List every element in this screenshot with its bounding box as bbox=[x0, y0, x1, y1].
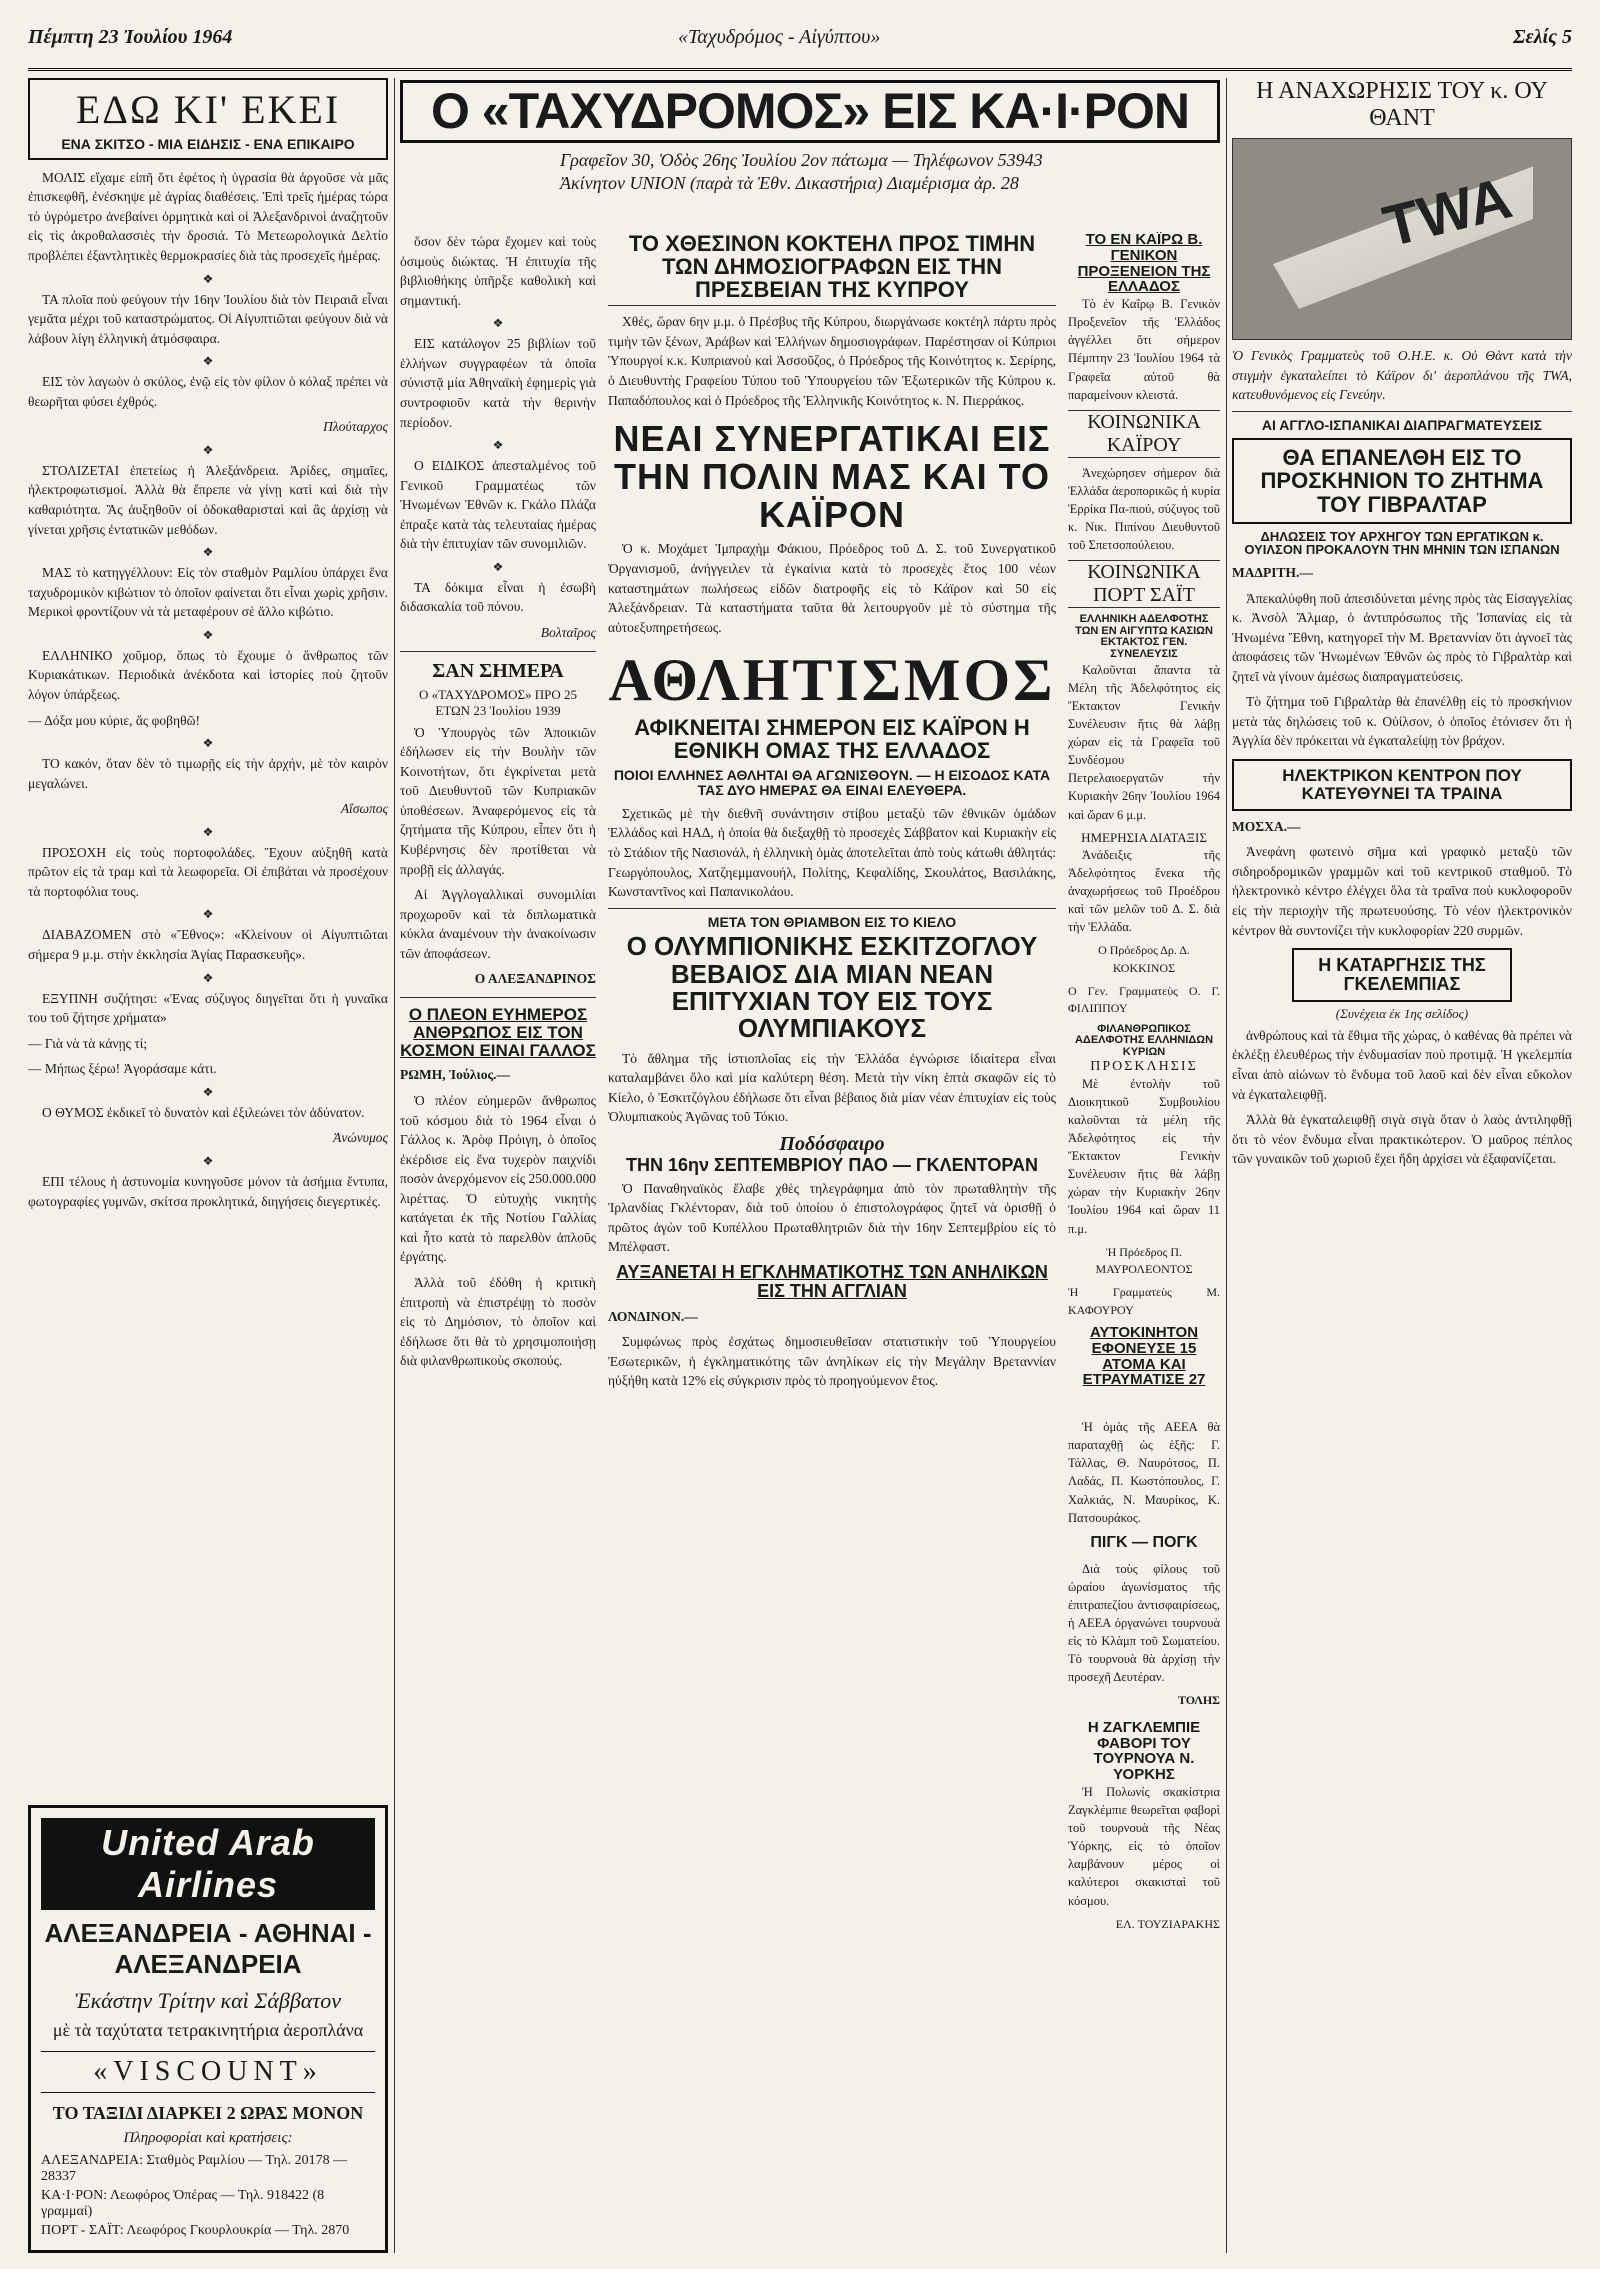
railway-headline: ΗΛΕΚΤΡΙΚΟΝ ΚΕΝΤΡΟΝ ΠΟΥ ΚΑΤΕΥΘΥΝΕΙ ΤΑ ΤΡΑΙΝΑ bbox=[1282, 766, 1522, 803]
notice-body: Ἀνάδειξις τῆς Ἀδελφότητος ἕνεκα τῆς ἀναχωρήσεως τοῦ Προέδρου καὶ τῶν μελῶν τοῦ Δ. Σ. διὰ τὴν Ἑλλάδα. bbox=[1068, 847, 1220, 935]
agenda-heading: ΗΜΕΡΗΣΙΑ ΔΙΑΤΑΞΙΣ bbox=[1081, 829, 1207, 845]
item-paragraph: ὅσον δὲν τώρα ἔχομεν καὶ τοὺς ὁσιμοὺς διώκτας. Ἡ ἐπιτυχία τῆς βιβλιοθήκης ὑπῆρξε καθολικὴ καὶ σημαντική. bbox=[400, 234, 596, 308]
history-subheading: Ο «ΤΑΧΥΔΡΟΜΟΣ» ΠΡΟ 25 ΕΤΩΝ 23 Ἰουλίου 1939 bbox=[418, 686, 578, 718]
dateline: ΡΩΜΗ, Ἰούλιος.— bbox=[400, 1067, 511, 1083]
gelabiya-headline: Η ΚΑΤΑΡΓΗΣΙΣ ΤΗΣ ΓΚΕΛΕΜΠΙΑΣ bbox=[1318, 955, 1486, 994]
publication-name: «Ταχυδρόμος - Αἰγύπτου» bbox=[678, 26, 881, 48]
signature: Ἡ Γραμματεὺς Μ. ΚΑΦΟΥΡΟΥ bbox=[1068, 1285, 1220, 1317]
main-news-column bbox=[608, 232, 1056, 2253]
running-header bbox=[28, 18, 1572, 71]
aircraft-photo bbox=[1232, 138, 1572, 340]
consulate-heading: ΤΟ ΕΝ ΚΑΪΡΩ Β. ΓΕΝΙΚΟΝ ΠΡΟΞΕΝΕΙΟΝ ΤΗΣ ΕΛΛΑΔΟΣ bbox=[1077, 232, 1211, 296]
separator: ❖ bbox=[492, 316, 504, 331]
article-body: Ὁ Παναθηναϊκὸς ἔλαβε χθὲς τηλεγράφημα ἀπὸ τὸν πρωταθλητὴν τῆς Ἰρλανδίας Γκλέντοραν, διὰ τοῦ ὁποίου ὁ ἐπιστολογράφος ζητεῖ νὰ ὁρισθῇ ὁ πρῶτος ἀγὼν τοῦ Κυπέλλου Πρωταθλητριῶν διὰ τὴν 16ην Σεπτεμβρίου εἰς τὸ Μπέλφαστ. bbox=[608, 1180, 1056, 1255]
item-paragraph: ΠΡΟΣΟΧΗ εἰς τοὺς πορτοφολάδες. Ἔχουν αὐξηθῆ κατὰ πρῶτον εἰς τὰ τραμ καὶ τὰ λεωφορεῖα. Οἱ ἐπιβάται νὰ προσέχουν τὰ πορτοφόλια τους. bbox=[28, 844, 388, 899]
separator: ❖ bbox=[202, 1153, 214, 1168]
notice-body: Καλοῦνται ἅπαντα τὰ Μέλη τῆς Ἀδελφότητος εἰς Ἔκτακτον Γενικὴν Συνέλευσιν ἥτις θὰ λάβῃ χώραν εἰς τὰ Γραφεῖα τοῦ Συνδέσμου Πετρελαιοεργατῶν τὴν Κυριακὴν 26ην Ἰουλίου 1964 καὶ ὥραν 6 μ.μ. bbox=[1068, 662, 1220, 822]
quote-author: Αἴσωπος bbox=[340, 801, 388, 817]
info-line: Πληροφορίαι καὶ κρατήσεις: bbox=[123, 2130, 293, 2146]
gibraltar-subheadline: ΔΗΛΩΣΕΙΣ ΤΟΥ ΑΡΧΗΓΟΥ ΤΩΝ ΕΡΓΑΤΙΚΩΝ κ. ΟΥΙΛΣΟΝ ΠΡΟΚΑΛΟΥΝ ΤΗΝ ΜΗΝΙΝ ΤΩΝ ΙΣΠΑΝΩΝ bbox=[1244, 528, 1560, 558]
football-subheading: ΤΗΝ 16ην ΣΕΠΤΕΜΒΡΙΟΥ ΠΑΟ — ΓΚΛΕΝΤΟΡΑΝ bbox=[625, 1154, 1039, 1175]
separator: ❖ bbox=[202, 627, 214, 642]
duration-line: ΤΟ ΤΑΞΙΔΙ ΔΙΑΡΚΕΙ 2 ΩΡΑΣ ΜΟΝΟΝ bbox=[52, 2103, 364, 2123]
notice-body: Τὸ ἐν Καΐρῳ Β. Γενικὸν Προξενεῖον τῆς Ἑλλάδος ἀγγέλλει ὅτι σήμερον Πέμπτην 23 Ἰουλίου 1964 τὰ Γραφεῖα αὐτοῦ θὰ παραμείνουν κλειστά. bbox=[1068, 297, 1220, 402]
headline-cocktail: ΤΟ ΧΘΕΣΙΝΟΝ ΚΟΚΤΕΗΛ ΠΡΟΣ ΤΙΜΗΝ ΤΩΝ ΔΗΜΟΣΙΟΓΡΑΦΩΝ ΕΙΣ ΤΗΝ ΠΡΕΣΒΕΙΑΝ ΤΗΣ ΚΥΠΡΟΥ bbox=[608, 232, 1056, 306]
schedule-line: Ἑκάστην Τρίτην καὶ Σάββατον bbox=[75, 1988, 341, 2013]
ny-body: Ἡ Πολωνίς σκακίστρια Ζαγκλέμπιε θεωρεῖται φαβορὶ τοῦ τουρνουὰ τῆς Νέας Ὑόρκης, εἰς τὸ ὁποῖον λαμβάνουν μέρος οἱ καλύτεροι σκακισταὶ τοῦ κόσμου. bbox=[1068, 1784, 1220, 1908]
ny-headline: Η ΖΑΓΚΛΕΜΠΙΕ ΦΑΒΟΡΙ ΤΟΥ ΤΟΥΡΝΟΥΑ Ν. ΥΟΡΚΗΣ bbox=[1087, 1718, 1201, 1784]
railway-headline-box bbox=[1232, 759, 1572, 811]
quote-author: Ἀνώνυμος bbox=[333, 1130, 388, 1146]
article-body: Χθές, ὥραν 6ην μ.μ. ὁ Πρέσβυς τῆς Κύπρου, διωργάνωσε κοκτέηλ πάρτυ πρὸς τιμὴν τῶν ξένων, Ἀράβων καὶ Ἑλλήνων δημοσιογράφων. Παρέστησαν οἱ Κύπριοι Ὑπουργοί κ.κ. Κυπριανοὺ καὶ Ἀσσοῦζος, ὁ Πρόεδρος τῆς Κοινότητος κ. Σερίρης, ὁ Διευθυντὴς Γραφείου Τύπου τοῦ Ὑπουργείου τῶν Ἐξωτερικῶν τῆς Κύπρου κ. Παπαδόπουλος καὶ ὁ Πρόεδρος τῆς Ἑλληνικῆς Κοινότητος κ. Ν. Πιερράκος. bbox=[608, 314, 1056, 408]
column-two bbox=[400, 232, 596, 2253]
departure-headline: Η ΑΝΑΧΩΡΗΣΙΣ ΤΟΥ κ. ΟΥ ΘΑΝΤ bbox=[1256, 78, 1548, 131]
signature: Ο Γεν. Γραμματεὺς Ο. Γ. ΦΙΛΙΠΠΟΥ bbox=[1068, 984, 1220, 1016]
news-body: Ὁ πλέον εὐημερῶν ἄνθρωπος τοῦ κόσμου διὰ τὸ 1964 εἶναι ὁ Γάλλος κ. Ἀρὸφ Πρόιγη, ὁ ὁποῖος ἐκέρδισε εἰς ἕνα τυχερὸν παιχνίδι ποσὸν ἀνερχόμενον εἰς 250.000.000 λιρέττας. Ὁ εὐτυχὴς νικητὴς κατάγεται ἐκ τῆς Νοτίου Γαλλίας καὶ ἦτο κατὰ τὸ παρελθὸν ἀπλοῦς ἐργάτης. bbox=[400, 1092, 596, 1265]
separator: ❖ bbox=[202, 1084, 214, 1099]
item-paragraph: ΤΑ δόκιμα εἶναι ἡ ἐσωβὴ διδασκαλία τοῦ πόνου. bbox=[400, 579, 596, 615]
aircraft-line: μὲ τὰ ταχύτατα τετρακινητήρια ἀεροπλάνα bbox=[52, 2020, 364, 2040]
divider bbox=[400, 651, 596, 652]
history-author: Ο ΑΛΕΞΑΝΔΡΙΝΟΣ bbox=[474, 971, 596, 987]
right-column bbox=[1232, 78, 1572, 2253]
item-paragraph: ΕΙΣ κατάλογον 25 βιβλίων τοῦ ἑλλήνων συγγραφέων τὰ ὁποῖα σύνιστᾷ μία Ἀθηναϊκὴ ἐφημερὶς γιὰ συντροφιοῦν κατὰ τὴν θερινὴν περίοδον. bbox=[400, 336, 596, 430]
office-port-said: ΠΟΡΤ - ΣΑΪΤ: Λεωφόρος Γκουρλουκρία — Τηλ. 2870 bbox=[41, 2223, 350, 2238]
football-heading: Ποδόσφαιρο bbox=[779, 1132, 885, 1155]
accident-headline: ΑΥΤΟΚΙΝΗΤΟΝ ΕΦΟΝΕΥΣΕ 15 ΑΤΟΜΑ ΚΑΙ ΕΤΡΑΥΜΑΤΙΣΕ 27 bbox=[1082, 1324, 1206, 1389]
separator: ❖ bbox=[202, 907, 214, 922]
pong-author: ΤΟΛΗΣ bbox=[1177, 1693, 1220, 1708]
social-cairo-heading: ΚΟΙΝΩΝΙΚΑ ΚΑΪΡΟΥ bbox=[1068, 410, 1220, 458]
article-body: Συμφώνως πρὸς ἐσχάτως δημοσιευθεῖσαν στατιστικὴν τοῦ Ὑπουργείου Ἐσωτερικῶν, ἡ ἐγκληματικότης τῶν ἀνηλίκων εἰς τὴν Μεγάλην Βρεταννίαν ηὐξήθη κατὰ 12% εἰς σύγκρισιν πρὸς τὸ προηγούμενον ἔτος. bbox=[608, 1334, 1056, 1389]
invitation-heading: ΠΡΟΣΚΛΗΣΙΣ bbox=[1090, 1058, 1198, 1074]
notice-subheading: ΦΙΛΑΝΘΡΩΠΙΚΟΣ ΑΔΕΛΦΟΤΗΣ ΕΛΛΗΝΙΔΩΝ ΚΥΡΙΩΝ bbox=[1074, 1022, 1214, 1058]
item-paragraph: ΕΛΛΗΝΙΚΟ χοῦμορ, ὅπως τὸ ἔχουμε ὁ ἄνθρωπος τῶν Κυριακάτικων. Περιοδικὰ ἀνέκδοτα καὶ ἱστορίες ποὺ ζητοῦν λόγον ὑπάρξεως. bbox=[28, 647, 388, 702]
item-paragraph: Ο ΕΙΔΙΚΟΣ ἀπεσταλμένος τοῦ Γενικοῦ Γραμματέως τῶν Ἡνωμένων Ἐθνῶν κ. Γκάλο Πλάζα ἐπραξε κατὰ τὰς τελευταίας ἡμέρας διὰ τὴν ἐπιτυχίαν τῶν συνομιλιῶν. bbox=[400, 458, 596, 552]
article-body: Ὁ κ. Μοχάμετ Ἰμπραχὴμ Φάκιου, Πρόεδρος τοῦ Δ. Σ. τοῦ Συνεργατικοῦ Ὀργανισμοῦ, ἀνήγγειλεν τὰ ἐγκαίνια κατὰ τὸ προσεχὲς ἔτος 100 νέων καταστημάτων πωλήσεως εἰδῶν διατροφῆς εἰς τὸ Κάϊρον καὶ 50 εἰς Ἀλεξάνδρειαν. Τὰ καταστήματα ταῦτα θὰ λειτουργοῦν μὲ τὸ σύστημα τῆς αὐτοεξυπηρετήσεως. bbox=[608, 541, 1056, 635]
notice-subheading: ΕΛΛΗΝΙΚΗ ΑΔΕΛΦΟΤΗΣ ΤΩΝ ΕΝ ΑΙΓΥΠΤΩ ΚΑΣΙΩΝ ΕΚΤΑΚΤΟΣ ΓΕΝ. ΣΥΝΕΛΕΥΣΙΣ bbox=[1075, 613, 1213, 661]
gibraltar-headline-box bbox=[1232, 438, 1572, 523]
item-paragraph: ΔΙΑΒΑΖΟΜΕΝ στὸ «Ἔθνος»: «Κλείνουν οἱ Αἰγυπτιῶται σήμερα 9 μ.μ. στὴν ἐκκλησία Ἁγίας Παρασκευῆς». bbox=[28, 927, 388, 962]
aircraft-name: «VISCOUNT» bbox=[41, 2051, 375, 2093]
sports-section-title: ΑΘΛΗΤΙΣΜΟΣ bbox=[608, 647, 1056, 714]
page-number: Σελίς 5 bbox=[1513, 26, 1572, 48]
sports-subheadline: ΠΟΙΟΙ ΕΛΛΗΝΕΣ ΑΘΛΗΤΑΙ ΘΑ ΑΓΩΝΙΣΘΟΥΝ. — Η ΕΙΣΟΔΟΣ ΚΑΤΑ ΤΑΣ ΔΥΟ ΗΜΕΡΑΣ ΘΑ ΕΙΝΑΙ ΕΛΕΥΘΕΡΑ. bbox=[613, 767, 1051, 799]
quote-author: Βολταῖρος bbox=[540, 625, 596, 640]
separator: ❖ bbox=[202, 545, 214, 560]
separator: ❖ bbox=[202, 736, 214, 751]
masthead-address bbox=[400, 149, 1220, 196]
item-paragraph: ΤΟ κακόν, ὅταν δὲν τὸ τιμωρῇς εἰς τὴν ἀρχήν, μὲ τὸν καιρὸν μεγαλώνει. bbox=[28, 756, 388, 791]
gibraltar-headline: ΘΑ ΕΠΑΝΕΛΘΗ ΕΙΣ ΤΟ ΠΡΟΣΚΗΝΙΟΝ ΤΟ ΖΗΤΗΜΑ ΤΟΥ ΓΙΒΡΑΛΤΑΡ bbox=[1260, 445, 1544, 517]
history-body: Αἱ Ἀγγλογαλλικαὶ συνομιλίαι προχωροῦν καὶ τὰ διπλωματικὰ κύκλα ἀναμένουν τὴν ἀνακοίνωσιν τῶν ἀποφάσεων. bbox=[400, 887, 596, 961]
column-here-and-there bbox=[28, 78, 388, 2253]
headline-cooperatives: ΝΕΑΙ ΣΥΝΕΡΓΑΤΙΚΑΙ ΕΙΣ ΤΗΝ ΠΟΛΙΝ ΜΑΣ ΚΑΙ ΤΟ ΚΑΪΡΟΝ bbox=[613, 418, 1051, 535]
dialogue-line: — Δόξα μου κύριε, ἄς φοβηθῶ! bbox=[28, 712, 200, 728]
separator: ❖ bbox=[202, 824, 214, 839]
pong-body: Διὰ τοὺς φίλους τοῦ ὡραίου ἀγωνίσματος τῆς ἐπιτραπεζίου ἀντισφαιρίσεως, ἡ ΑΕΕΑ ὀργανώνει τουρνουὰ εἰς τὸ Κλὰμπ τοῦ Σωματείου. Τὸ τουρνουὰ θὰ ἀρχίσῃ τὴν προσεχῆ Δευτέραν. bbox=[1068, 1561, 1220, 1685]
gibraltar-kicker: ΑΙ ΑΓΓΛΟ-ΙΣΠΑΝΙΚΑΙ ΔΙΑΠΡΑΓΜΑΤΕΥΣΕΙΣ bbox=[1232, 411, 1572, 433]
item-paragraph: ΜΟΛΙΣ εἴχαμε εἰπῆ ὅτι ἐφέτος ἡ ὑγρασία θὰ ἀργοῦσε νὰ μᾶς ἐπισκεφθῆ, ἐνέσκηψε μὲ ἀγρίας διαθέσεις. Ἐπὶ τρεῖς ἡμέρας τώρα τὸ ὑγρόμετρο ἀνεβαίνει ὀρμητικὰ καὶ οἱ Ἀλεξανδρινοὶ ἀναζητοῦν εἰς τὶς ἀκροθαλασσιὲς τὴν δροσιά. Τὸ Μετεωρολογικὰ Δελτίο προβλέπει ἐξαντλητικὲς θερμοκρασίες διὰ τὰς προσεχεῖς ἡμέρας. bbox=[28, 169, 388, 263]
social-port-said-heading: ΚΟΙΝΩΝΙΚΑ ΠΟΡΤ ΣΑΪΤ bbox=[1068, 560, 1220, 608]
dateline: ΜΑΔΡΙΤΗ.— bbox=[1232, 564, 1313, 580]
route-line: ΑΛΕΞΑΝΔΡΕΙΑ - ΑΘΗΝΑΙ - ΑΛΕΞΑΝΔΡΕΙΑ bbox=[44, 1918, 372, 1979]
delinquency-headline: ΑΥΞΑΝΕΤΑΙ Η ΕΓΚΛΗΜΑΤΙΚΟΤΗΣ ΤΩΝ ΑΝΗΛΙΚΩΝ ΕΙΣ ΤΗΝ ΑΓΓΛΙΑΝ bbox=[616, 1261, 1048, 1301]
notice-body: Μὲ ἐντολὴν τοῦ Διοικητικοῦ Συμβουλίου καλοῦνται τὰ μέλη τῆς Ἀδελφότητος εἰς τὴν Ἔκτακτον Γενικὴν Συνέλευσιν ἥτις θὰ λάβῃ χώραν τὴν Κυριακὴν 26ην Ἰουλίου 1964 καὶ ὥραν 11 π.μ. bbox=[1068, 1076, 1220, 1236]
separator: ❖ bbox=[202, 970, 214, 985]
article-body: Τὸ ἄθλημα τῆς ἱστιοπλοΐας εἰς τὴν Ἑλλάδα ἐγνώρισε ἰδιαίτερα εἶναι καταλαμβάνει ὅλο καὶ μία καλύτερη θέση. Μετὰ τὴν νίκη ἑπτὰ σκαφῶν εἰς τὸ Κίελο, ὁ Ἐσκιτζόγλου ἐδήλωσε ὅτι εἶναι βέβαιος διὰ μίαν νέαν ἐπιτυχίαν εἰς τοὺς Ὀλυμπιακοὺς Ἀγῶνας τοῦ Τόκιο. bbox=[608, 1050, 1056, 1125]
news-headline: Ο ΠΛΕΟΝ ΕΥΗΜΕΡΟΣ ΑΝΘΡΩΠΟΣ ΕΙΣ ΤΟΝ ΚΟΣΜΟΝ ΕΙΝΑΙ ΓΑΛΛΟΣ bbox=[400, 1004, 596, 1060]
item-paragraph: ΤΑ πλοῖα ποὺ φεύγουν τὴν 16ην Ἰουλίου διὰ τὸν Πειραιᾶ εἶναι γεμᾶτα μέχρι τοῦ καταστρώματος. Οἱ Αἰγυπτιῶται φεύγουν διὰ νὰ λάβουν λίγη ἑλληνικὴ ἀτμόσφαιρα. bbox=[28, 291, 388, 346]
signature: Ἡ Πρόεδρος Π. ΜΑΥΡΟΛΕΟΝΤΟΣ bbox=[1095, 1244, 1193, 1277]
olympic-headline: Ο ΟΛΥΜΠΙΟΝΙΚΗΣ ΕΣΚΙΤΖΟΓΛΟΥ ΒΕΒΑΙΟΣ ΔΙΑ ΜΙΑΝ ΝΕΑΝ ΕΠΙΤΥΧΙΑΝ ΤΟΥ ΕΙΣ ΤΟΥΣ ΟΛΥΜΠΙΑΚΟΥΣ bbox=[626, 931, 1038, 1044]
report-body: Ἡ ὁμὰς τῆς ΑΕΕΑ θὰ παραταχθῇ ὡς ἑξῆς: Γ. Τάλλας, Θ. Ναυρότσος, Π. Λαδάς, Π. Κωστόπουλος, Γ. Χαλκιάς, Ν. Μαυρίκος, Κ. Πατσουράκος. bbox=[1068, 1420, 1220, 1525]
sports-report-continued bbox=[1068, 1418, 1220, 2238]
airline-logo: United Arab Airlines bbox=[41, 1818, 375, 1910]
dialogue-line: — Γιὰ νὰ τὰ κάνῃς τί; bbox=[28, 1035, 148, 1051]
ny-author: ΕΛ. ΤΟΥΖΙΑΡΑΚΗΣ bbox=[1115, 1916, 1220, 1931]
article-body: ἀνθρώπους καὶ τὰ ἔθιμα τῆς χώρας, ὁ καθένας θὰ πρέπει νὰ ἐκλέξῃ ἐλευθέρως τὴν ἐνδυμασίαν ποὺ προτιμᾷ. Ἡ γκελεμπία εἶναι ἀπὸ αἰώνων τὸ ἔνδυμα τοῦ λαοῦ καὶ δὲν εἶναι εὔκολον νὰ ἐγκαταλειφθῇ. bbox=[1232, 1027, 1572, 1102]
item-paragraph: ΕΠΙ τέλους ἡ ἀστυνομία κυνηγοῦσε μόνον τὰ ἀσήμια ἔντυπα, φωτογραφίες γυμνῶν, σκίτσα προκλητικά, διηγήσεις διεγερτικές. bbox=[28, 1173, 388, 1209]
notice-body: Ἀνεχώρησεν σήμερον διὰ Ἑλλάδα ἀεροπορικῶς ἡ κυρία Ἑρρίκα Πα-πιού, σύζυγος τοῦ κ. Νικ. Πιπίνου Διευθυντοῦ τοῦ Σπετσοπούλειου. bbox=[1068, 465, 1220, 553]
news-body: Ἀλλὰ τοῦ ἐδόθη ἡ κριτικὴ ἐπιτροπὴ νὰ ἐπιστρέψῃ τὸ ποσὸν εἰς τὸ Δημόσιον, τὸ ὁποῖον καὶ ἐδήλωσε ὅτι θὰ τὸ χρησιμοποιήσῃ διὰ φιλανθρωπικοὺς σκοπούς. bbox=[400, 1275, 596, 1369]
office-alexandria: ΑΛΕΞΑΝΔΡΕΙΑ: Σταθμὸς Ραμλίου — Τηλ. 20178 — 28337 bbox=[41, 2153, 348, 2184]
masthead-line-1: Γραφεῖον 30, Ὁδὸς 26ης Ἰουλίου 2ον πάτωμα — Τηλέφωνον 53943 bbox=[560, 149, 1043, 170]
column-title: ΕΔΩ ΚΙ' ΕΚΕΙ bbox=[75, 87, 341, 132]
office-cairo: ΚΑ·Ι·ΡΟΝ: Λεωφόρος Ὀπέρας — Τηλ. 918422 (8 γραμμαί) bbox=[41, 2188, 325, 2219]
column-rule bbox=[1226, 78, 1227, 2253]
dateline: ΜΟΣΧΑ.— bbox=[1232, 818, 1301, 834]
separator: ❖ bbox=[202, 271, 214, 286]
newspaper-page bbox=[28, 18, 1572, 2253]
issue-date: Πέμπτη 23 Ἰουλίου 1964 bbox=[28, 26, 233, 48]
history-heading: ΣΑΝ ΣΗΜΕΡΑ bbox=[432, 659, 564, 682]
separator: ❖ bbox=[492, 559, 504, 574]
item-paragraph: ΕΞΥΠΝΗ συζήτησι: «Ἐνας σύζυγος διηγεῖται ὅτι ἡ γυναῖκα του τοῦ ζήτησε χρήματα» bbox=[28, 990, 388, 1026]
column-header-box bbox=[28, 78, 388, 160]
divider bbox=[400, 997, 596, 998]
masthead-title: Ο «ΤΑΧΥΔΡΟΜΟΣ» ΕΙΣ ΚΑ·Ι·ΡΟΝ bbox=[400, 80, 1220, 143]
article-body: Ἀλλὰ θὰ ἐγκαταλειφθῇ σιγὰ σιγὰ ὅταν ὁ λαὸς ἀντιληφθῇ ὅτι τὸ νέον ἔνδυμα εἶναι πρακτικώτερον. Ὁ μαῦρος πέπλος τῶν γυναικῶν τοῦ χωριοῦ ἔχει ἤδη ἀρχίσει νὰ ἐξαφανίζεται. bbox=[1232, 1112, 1572, 1167]
item-paragraph: ΣΤΟΛΙΖΕΤΑΙ ἐπετείως ἡ Ἀλεξάνδρεια. Ἀρίδες, σημαῖες, ἠλεκτροφωτισμοί. Ἀλλὰ θὰ ἔπρεπε νὰ γίνῃ κατὶ καὶ διὰ τὴν καθαριότητα. Ἂς ἀυξηθοῦν οἱ ὀδοκαθαρισταὶ καὶ ἂς ἀρχίσῃ νὰ γίνεται χρῆσις ἐντατικῶν μεθόδων. bbox=[28, 462, 388, 537]
dialogue-line: — Μήπως ξέρω! Ἀγοράσαμε κάτι. bbox=[28, 1061, 217, 1077]
article-body: Ἀπεκαλύφθη ποῦ ἀπεσιδύνεται μένης πρὸς τὰς Εἰσαγγελίας κ. Ἀνσὸλ Ἄλμαρ, ὁ ἀντιπρόσωπος τῆς Ἱσπανίας εἰς τὰ Ἡνωμένα Ἔθνη, κατηγορεῖ τὴν Μ. Βρεταννίαν ὅτι ἀγνοεῖ τὰς ἀποφάσεις τῶν Ἡνωμένων Ἐθνῶν ὡς πρὸς τὸ Γιβραλτὰρ καὶ ζητεῖ νὰ γίνουν ἀμέσως διαπραγματεύσεις. bbox=[1232, 590, 1572, 684]
airline-advertisement bbox=[28, 1805, 388, 2253]
notices-column bbox=[1068, 232, 1220, 1392]
masthead-line-2: Ἀκίνητον UNION (παρὰ τὰ Ἐθν. Δικαστήρια) Διαμέρισμα ἀρ. 28 bbox=[560, 172, 1019, 193]
separator: ❖ bbox=[202, 354, 214, 369]
article-body: Σχετικῶς μὲ τὴν διεθνῆ συνάντησιν στίβου μεταξὺ τῶν ἐθνικῶν ὁμάδων Ἑλλάδος καὶ ΗΑΔ, ἡ ὁποία θὰ διεξαχθῇ τὸ προσεχὲς Σάββατον καὶ Κυριακὴν εἰς τὸ Στάδιον τῆς Νασιονάλ, ἡ ἑλληνικὴ ὁμὰς ἀποτελεῖται ἀπὸ τοὺς κάτωθι ἀθλητάς: Γεωργόπουλος, Χατζηεμμανουήλ, Πολίτης, Κεφαλίδης, Σκουλάτος, Βασιλάκης, Κωνσταντῖνος καὶ Παπανικολάου. bbox=[608, 805, 1056, 900]
item-paragraph: ΕΙΣ τὸν λαγωὸν ὁ σκύλος, ἐνῷ εἰς τὸν φίλον ὁ κόλαξ πρέπει νὰ θεωρῆται φύσει ἐχθρός. bbox=[28, 374, 388, 409]
signature: Ο Πρόεδρος Δρ. Δ. ΚΟΚΚΙΝΟΣ bbox=[1098, 943, 1190, 975]
photo-caption: Ὁ Γενικὸς Γραμματεὺς τοῦ Ο.Η.Ε. κ. Οὐ Θὰντ κατὰ τὴν στιγμὴν ἐγκαταλείπει τὸ Κάϊρον δι' ἀεροπλάνου τῆς TWA, κατευθυνόμενος εἰς Γενεύην. bbox=[1232, 348, 1572, 403]
cairo-masthead bbox=[400, 80, 1220, 230]
item-paragraph: Ο ΘΥΜΟΣ ἐκδικεῖ τὸ δυνατὸν καὶ ἐξιλεώνει τὸν ἀδύνατον. bbox=[42, 1104, 365, 1120]
column-rule bbox=[394, 78, 395, 2253]
dateline: ΛΟΝΔΙΝΟΝ.— bbox=[608, 1308, 698, 1324]
sports-headline: ΑΦΙΚΝΕΙΤΑΙ ΣΗΜΕΡΟΝ ΕΙΣ ΚΑΪΡΟΝ Η ΕΘΝΙΚΗ ΟΜΑΣ ΤΗΣ ΕΛΛΑΔΟΣ bbox=[634, 715, 1030, 764]
quote-author: Πλούταρχος bbox=[323, 419, 388, 435]
column-subtitle: ΕΝΑ ΣΚΙΤΣΟ - ΜΙΑ ΕΙΔΗΣΙΣ - ΕΝΑ ΕΠΙΚΑΙΡΟ bbox=[61, 136, 355, 152]
continuation-note: (Συνέχεια ἐκ 1ης σελίδος) bbox=[1335, 1005, 1469, 1021]
separator: ❖ bbox=[492, 438, 504, 453]
article-body: Τὸ ζήτημα τοῦ Γιβραλτὰρ θὰ ἐπανέλθῃ εἰς τὸ προσκήνιον μετὰ τὰς δηλώσεις τοῦ κ. Οὐίλσον, ὁ ὁποῖος ἐτόνισεν ὅτι ἡ Ἀγγλία δὲν πρόκειται νὰ ἐγκαταλείψῃ τὸν βράχον. bbox=[1232, 694, 1572, 749]
gelabiya-headline-box bbox=[1292, 948, 1512, 1002]
item-paragraph: ΜΑΣ τὸ κατηγγέλλουν: Εἰς τὸν σταθμὸν Ραμλίου ὑπάρχει ἕνα ταχυδρομικὸν κιβώτιον τὸ ὁποῖον φαίνεται ὅτι εἶναι χωρὶς χρῆσιν. Μερικοὶ φροντίζουν νὰ τὰ μεταφέρουν σὲ ἄλλο κιβώτιο. bbox=[28, 565, 388, 620]
article-body: Ἀνεφάνη φωτεινὸ σῆμα καὶ γραφικὸ μεταξὺ τῶν σιδηροδρομικῶν γραμμῶν καὶ τοῦ κεντρικοῦ σταθμοῦ. Τὸ ἠλεκτρονικὸ κέντρο ἐλέγχει ὅλα τὰ τραῖνα ποὺ κυκλοφοροῦν εἰς τὴν περιοχὴν τῆς πρωτευούσης. Τὸ νέον ἠλεκτρονικὸν κέντρον θὰ συντονίζει τὴν κυκλοφορίαν 220 συρμῶν. bbox=[1232, 844, 1572, 938]
separator: ❖ bbox=[202, 442, 214, 457]
olympic-kicker: ΜΕΤΑ ΤΟΝ ΘΡΙΑΜΒΟΝ ΕΙΣ ΤΟ ΚΙΕΛΟ bbox=[608, 908, 1056, 930]
history-body: Ὁ Ὑπουργὸς τῶν Ἀποικιῶν ἐδήλωσεν εἰς τὴν Βουλὴν τῶν Κοινοτήτων, ὅτι ἐγκρίνεται μετὰ τοῦ Διευθυντοῦ τῶν Κυπριακῶν ὑποθέσεων. Ἀναφερόμενος εἰς τὰ ζητήματα τῆς Κύπρου, εἶπεν ὅτι ἡ Κυβέρνησις δὲν προτίθεται νὰ προβῇ εἰς ἀλλαγάς. bbox=[400, 724, 596, 877]
pong-heading: ΠΙΓΚ — ΠΟΓΚ bbox=[1090, 1533, 1198, 1551]
airline-tail-logo: TWA bbox=[1377, 165, 1518, 260]
